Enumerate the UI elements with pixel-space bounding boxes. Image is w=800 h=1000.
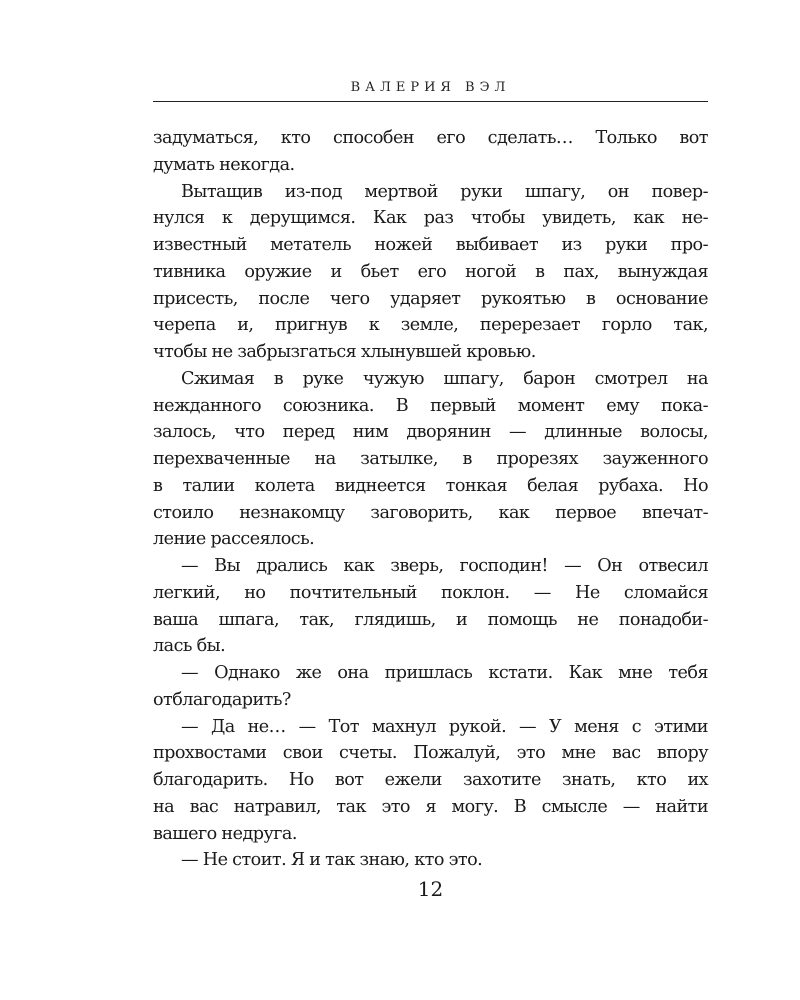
text-line: благодарить. Но вот ежели захотите знать, кто их bbox=[153, 770, 708, 790]
text-line: — Да не… — Тот махнул рукой. — У меня с этими bbox=[181, 716, 708, 737]
page-number: 12 bbox=[417, 877, 444, 901]
text-line: тивника оружие и бьет его ногой в пах, вынуждая bbox=[153, 261, 708, 282]
text-line: задуматься, кто способен его сделать… Только вот bbox=[153, 128, 708, 148]
body-text bbox=[153, 125, 708, 874]
text-line: отблагодарить? bbox=[153, 689, 291, 710]
text-line: нежданного союзника. В первый момент ему пока- bbox=[153, 395, 708, 416]
text-line: черепа и, пригнув к земле, перерезает горло так, bbox=[153, 315, 708, 336]
text-line: легкий, но почтительный поклон. — Не сломайся bbox=[153, 582, 708, 603]
text-line: думать некогда. bbox=[153, 154, 295, 175]
text-line: нулся к дерущимся. Как раз чтобы увидеть, как не- bbox=[153, 208, 708, 229]
text-line: Вытащив из-под мертвой руки шпагу, он повер- bbox=[181, 181, 708, 202]
text-line: — Однако же она пришлась кстати. Как мне тебя bbox=[181, 663, 708, 683]
text-line: лась бы. bbox=[153, 636, 226, 657]
text-line: в талии колета виднеется тонкая белая рубаха. Но bbox=[153, 475, 708, 496]
text-line: Сжимая в руке чужую шпагу, барон смотрел на bbox=[181, 368, 708, 389]
text-line: залось, что перед ним дворянин — длинные волосы, bbox=[153, 422, 708, 443]
text-line: известный метатель ножей выбивает из руки про- bbox=[153, 235, 708, 255]
text-line: на вас натравил, так это я могу. В смысле — найти bbox=[153, 796, 708, 817]
text-line: присесть, после чего ударяет рукоятью в основание bbox=[153, 288, 708, 309]
text-line: чтобы не забрызгаться хлынувшей кровью. bbox=[153, 342, 536, 362]
running-head-author: ВАЛЕРИЯ ВЭЛ bbox=[350, 80, 511, 95]
text-line: перехваченные на затылке, в прорезях зауженного bbox=[153, 449, 708, 469]
text-line: — Вы дрались как зверь, господин! — Он отвесил bbox=[181, 556, 708, 576]
text-line: ление рассеялось. bbox=[153, 529, 315, 550]
text-line: — Не стоит. Я и так знаю, кто это. bbox=[181, 850, 483, 871]
text-line: вашего недруга. bbox=[153, 823, 297, 844]
header-rule bbox=[153, 101, 708, 102]
text-line: ваша шпага, так, глядишь, и помощь не понадоби- bbox=[153, 609, 708, 630]
text-line: стоило незнакомцу заговорить, как первое впечат- bbox=[153, 502, 708, 523]
text-line: прохвостами свои счеты. Пожалуй, это мне вас впору bbox=[153, 743, 708, 764]
